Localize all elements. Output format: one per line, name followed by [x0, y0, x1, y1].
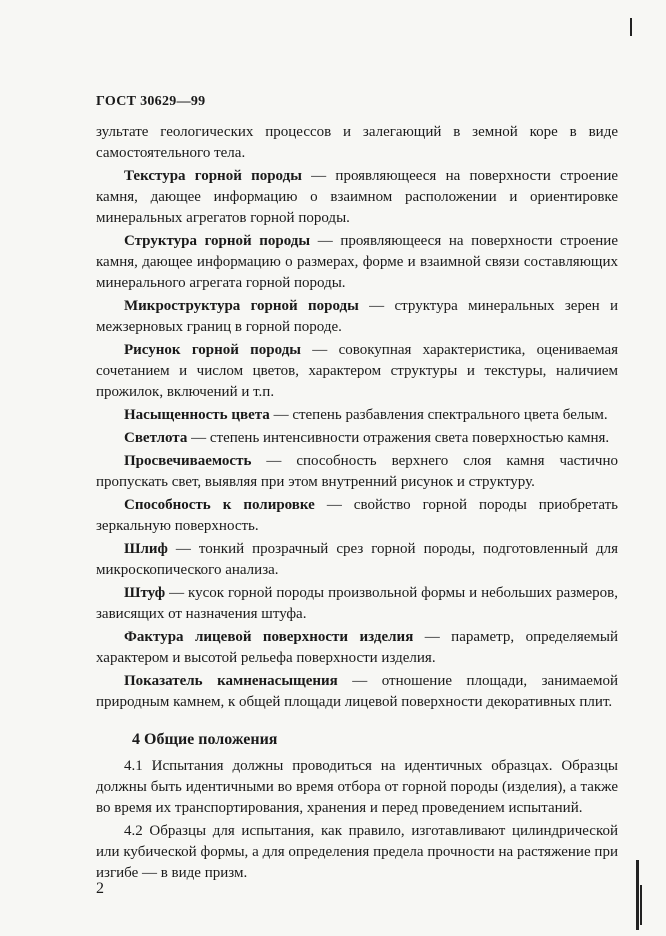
section-heading: 4 Общие положения: [132, 731, 278, 748]
definition-term: Светлота: [124, 430, 188, 446]
definition-term: Структура горной породы: [124, 233, 311, 249]
definition-term: Текстура горной породы: [124, 168, 302, 184]
definition-text: — свойство горной породы приобретать зеркальную поверхность.: [96, 497, 618, 534]
definition-term: Штуф: [124, 585, 166, 601]
definition-paragraph: [96, 428, 618, 449]
document-header: ГОСТ 30629—99: [96, 94, 206, 109]
definition-term: Рисунок горной породы: [124, 342, 302, 358]
definition-text: — кусок горной породы произвольной формы и небольших размеров, зависящих от назначения штуфа.: [96, 585, 618, 622]
page-number: 2: [96, 880, 104, 897]
definition-paragraph: [96, 495, 618, 537]
scan-edge-line: [640, 885, 642, 925]
continued-paragraph: [96, 122, 618, 164]
definition-paragraph: [96, 405, 618, 426]
definition-text: — параметр, определяемый характером и высотой рельефа поверхности изделия.: [96, 629, 618, 666]
paragraph-text: зультате геологических процессов и залегающий в земной коре в виде самостоятельного тела.: [96, 124, 618, 161]
clause-paragraph: 4.1 Испытания должны проводиться на идентичных образцах. Образцы должны быть идентичными во время отбора от горной породы (изделия), а также во время их транспортирования, хранения и перед проведением испытаний.: [96, 758, 618, 816]
definition-text: — способность верхнего слоя камня частично пропускать свет, выявляя при этом внутренний рисунок и структуру.: [96, 453, 618, 490]
definition-text: — проявляющееся на поверхности строение камня, дающее информацию о взаимном расположении и ориентировке минеральных агрегатов горной породы.: [96, 168, 618, 226]
definition-term: Фактура лицевой поверхности изделия: [124, 629, 414, 645]
scan-edge-line: [636, 860, 639, 930]
definition-paragraph: [96, 627, 618, 669]
definition-term: Микроструктура горной породы: [124, 298, 359, 314]
scan-edge-line: [630, 18, 632, 36]
definition-paragraph: [96, 451, 618, 493]
definition-paragraph: [96, 231, 618, 294]
definition-term: Насыщенность цвета: [124, 407, 270, 423]
definition-term: Шлиф: [124, 541, 168, 557]
definition-paragraph: [96, 340, 618, 403]
definition-text: — отношение площади, занимаемой природным камнем, к общей площади лицевой поверхности декоративных плит.: [96, 673, 618, 710]
definition-paragraph: [96, 539, 618, 581]
definition-term: Показатель камненасыщения: [124, 673, 338, 689]
definition-text: — тонкий прозрачный срез горной породы, подготовленный для микроскопического анализа.: [96, 541, 618, 578]
clause-paragraph: 4.2 Образцы для испытания, как правило, изготавливают цилиндрической или кубической формы, а для определения предела прочности на растяжение при изгибе — в виде призм.: [96, 823, 618, 881]
definition-paragraph: [96, 166, 618, 229]
definition-text: — проявляющееся на поверхности строение камня, дающее информацию о размерах, форме и взаимной связи составляющих минерального агрегата горной породы.: [96, 233, 618, 291]
definition-text: — совокупная характеристика, оцениваемая сочетанием и числом цветов, характером структуры и текстуры, наличием прожилок, включений и т.п.: [96, 342, 619, 400]
definition-paragraph: [96, 583, 618, 625]
definition-text: — степень интенсивности отражения света поверхностью камня.: [187, 430, 610, 446]
definition-term: Способность к полировке: [124, 497, 315, 513]
definition-text: — структура минеральных зерен и межзерновых границ в горной породе.: [96, 298, 618, 335]
definition-term: Просвечиваемость: [124, 453, 252, 469]
definition-text: — степень разбавления спектрального цвета белым.: [269, 407, 608, 423]
definition-paragraph: [96, 671, 618, 713]
definition-paragraph: [96, 296, 618, 338]
document-body: [96, 122, 618, 886]
